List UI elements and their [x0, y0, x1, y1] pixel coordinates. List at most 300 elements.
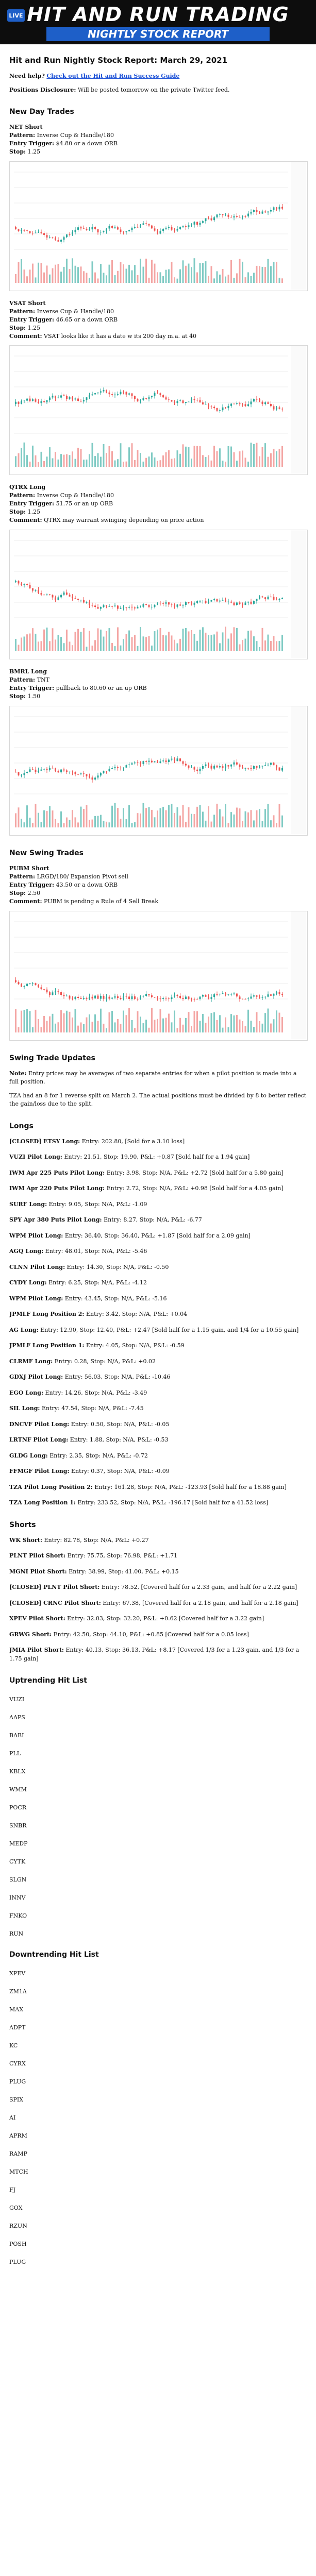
ticker-item: WMM [9, 1786, 27, 1793]
candle-body [143, 604, 144, 607]
volume-bar [171, 262, 173, 282]
volume-bar [89, 454, 90, 467]
volume-bar [21, 638, 22, 652]
volume-bar [145, 1020, 147, 1032]
ticker-item: XPEV [9, 1970, 26, 1977]
volume-bar [58, 635, 59, 652]
candle-body [194, 767, 195, 770]
live-logo: LIVE [7, 9, 25, 22]
position-entry [9, 1583, 307, 1592]
candle-body [60, 240, 62, 242]
position-entry [9, 1646, 307, 1663]
candle-body [126, 765, 127, 768]
volume-bar [43, 630, 45, 651]
candle-body [26, 772, 28, 773]
candle-body [188, 996, 190, 998]
ticker-item: AAPS [9, 1714, 25, 1721]
candle-body [55, 991, 56, 992]
candle-body [174, 758, 175, 761]
volume-bar [213, 446, 215, 467]
candle-body [202, 995, 204, 996]
volume-bar [202, 1014, 204, 1032]
volume-bar [165, 452, 167, 467]
candle-body [41, 987, 42, 989]
position-text: Entry: 14.26, Stop: N/A, P&L: -3.49 [45, 1389, 147, 1396]
volume-bar [276, 451, 277, 467]
volume-bar [225, 627, 226, 652]
volume-bar [191, 814, 192, 827]
volume-bar [77, 822, 79, 827]
volume-bar [123, 264, 124, 283]
candle-body [211, 997, 212, 998]
volume-bar [171, 459, 173, 467]
candle-body [225, 993, 226, 995]
volume-bar [185, 628, 187, 651]
candle-body [66, 396, 68, 399]
candle-body [264, 403, 266, 404]
volume-bar [177, 278, 178, 282]
volume-bar [46, 628, 48, 651]
candle-body [148, 760, 150, 761]
volume-bar [281, 816, 283, 827]
volume-bar [97, 1021, 99, 1032]
longs-list [9, 1138, 307, 1507]
volume-bar [114, 461, 116, 467]
position-text: Entry: 75.75, Stop: 76.98, P&L: +1.71 [67, 1552, 178, 1560]
volume-bar [49, 641, 51, 651]
volume-bar [182, 629, 184, 652]
volume-bar [128, 265, 130, 283]
trade-stop-value: 1.25 [27, 324, 41, 331]
candle-body [21, 584, 22, 585]
volume-bar [89, 1014, 90, 1032]
position-text: Entry: 0.37, Stop: N/A, P&L: -0.09 [71, 1468, 170, 1475]
position-entry [9, 1483, 307, 1492]
candle-body [251, 402, 252, 404]
volume-bar [117, 628, 119, 651]
volume-bar [114, 803, 116, 827]
candle-body [26, 584, 28, 585]
volume-bar [83, 271, 85, 283]
candle-body [111, 606, 113, 607]
volume-bar [109, 822, 110, 827]
candle-body [279, 207, 280, 209]
volume-bar [217, 1020, 218, 1032]
volume-bar [46, 265, 48, 283]
candle-body [63, 995, 65, 996]
help-line [9, 72, 307, 81]
candle-body [245, 404, 246, 406]
candle-body [182, 998, 184, 999]
trade-comment-label: Comment: [9, 517, 42, 524]
candle-body [24, 584, 25, 585]
trade-block [9, 668, 307, 836]
candle-body [128, 996, 130, 999]
trade-pattern-label: Pattern: [9, 308, 36, 315]
trade-pattern-label: Pattern: [9, 131, 36, 139]
candle-body [32, 769, 34, 770]
trade-trigger-label: Entry Trigger: [9, 500, 55, 507]
volume-bar [234, 452, 235, 467]
volume-bar [126, 1015, 127, 1032]
candle-body [38, 771, 39, 772]
volume-bar [106, 1028, 107, 1032]
candle-body [253, 601, 255, 604]
volume-bar [15, 813, 16, 827]
candle-body [268, 597, 269, 599]
trade-pattern [9, 308, 307, 316]
volume-bar [264, 1013, 266, 1032]
volume-bar [179, 816, 181, 827]
candle-body [228, 994, 229, 995]
position-text: Entry: 3.98, Stop: N/A, P&L: +2.72 [Sold half for a 5.80 gain] [106, 1169, 284, 1176]
volume-bar [242, 640, 243, 651]
volume-bar [230, 1014, 232, 1032]
candle-body [103, 231, 105, 232]
volume-bar [41, 263, 42, 283]
volume-bar [253, 273, 255, 283]
candle-body [262, 402, 263, 404]
volume-bar [202, 811, 204, 827]
success-guide-link[interactable]: Check out the Hit and Run Success Guide [46, 73, 180, 79]
position-label: JPMLF Long Position 2: [9, 1311, 85, 1318]
candle-body [131, 763, 133, 764]
candle-body [154, 605, 156, 607]
volume-bar [205, 821, 207, 827]
ticker-item: PLUG [9, 2078, 26, 2086]
longs-heading: Longs [9, 1122, 34, 1130]
candle-body [49, 398, 51, 400]
candle-body [83, 773, 85, 774]
candle-body [117, 394, 119, 395]
candle-body [222, 993, 224, 994]
candle-body [131, 394, 133, 396]
candle-body [268, 211, 269, 212]
volume-bar [92, 261, 93, 283]
volume-bar [264, 809, 266, 827]
price-chart [9, 530, 308, 659]
volume-bar [58, 264, 59, 283]
volume-bar [270, 641, 272, 651]
candle-body [75, 230, 76, 232]
candle-body [60, 396, 62, 398]
candle-body [117, 767, 119, 768]
volume-bar [55, 1023, 56, 1032]
volume-bar [120, 1024, 122, 1032]
position-entry [9, 1404, 307, 1413]
candle-body [281, 409, 283, 410]
volume-bar [83, 809, 85, 827]
candle-body [259, 212, 260, 214]
ticker-item: FNKO [9, 1912, 27, 1920]
candle-body [145, 223, 147, 224]
position-label: AG Long: [9, 1326, 39, 1333]
candle-body [199, 996, 201, 999]
volume-bar [117, 808, 119, 827]
candle-body [86, 602, 88, 603]
candle-body [97, 607, 99, 608]
volume-bar [120, 262, 122, 282]
ticker-item: CYTK [9, 1858, 26, 1866]
position-text: Entry: 6.25, Stop: N/A, P&L: -4.12 [48, 1279, 147, 1286]
swing-updates-heading: Swing Trade Updates [9, 1054, 95, 1062]
volume-bar [24, 269, 25, 283]
volume-bar [35, 1009, 37, 1032]
position-label: WPM Pilot Long: [9, 1232, 63, 1239]
volume-bar [228, 639, 229, 651]
position-text: Entry: 9.05, Stop: N/A, P&L: -1.09 [48, 1200, 147, 1208]
volume-bar [165, 1018, 167, 1032]
volume-bar [63, 1013, 65, 1032]
candle-body [86, 774, 88, 776]
position-entry [9, 1568, 307, 1577]
volume-bar [46, 811, 48, 827]
volume-bar [268, 804, 269, 827]
candle-body [196, 601, 198, 603]
candle-body [259, 399, 260, 402]
candle-body [219, 601, 221, 602]
volume-bar [228, 446, 229, 467]
volume-bar [89, 820, 90, 827]
volume-bar [273, 815, 275, 827]
candle-body [179, 996, 181, 998]
volume-bar [264, 640, 266, 651]
candle-body [230, 602, 232, 603]
volume-bar [66, 1010, 68, 1032]
volume-bar [145, 259, 147, 283]
volume-bar [199, 263, 201, 282]
ticker-item: MEDP [9, 1840, 28, 1848]
candle-body [89, 229, 90, 230]
candle-body [168, 998, 170, 999]
candle-body [208, 765, 209, 766]
volume-bar [245, 458, 246, 467]
candle-body [41, 593, 42, 595]
position-label: SPY Apr 380 Puts Pilot Long: [9, 1216, 102, 1224]
note-line [9, 1070, 307, 1087]
candle-body [171, 758, 173, 759]
position-label: LRTNF Pilot Long: [9, 1436, 69, 1444]
volume-bar [157, 630, 158, 651]
candle-body [123, 392, 124, 393]
volume-bar [196, 1011, 198, 1032]
volume-bar [239, 1019, 241, 1032]
candle-body [80, 998, 82, 999]
volume-bar [242, 262, 243, 283]
candle-body [213, 407, 215, 408]
trade-name: NET Short [9, 124, 43, 130]
volume-bar [194, 634, 195, 651]
position-entry [9, 1295, 307, 1303]
volume-bar [60, 811, 62, 827]
position-label: CYDY Long: [9, 1279, 47, 1286]
volume-bar [66, 817, 68, 827]
volume-bar [162, 455, 164, 467]
candle-body [279, 599, 280, 600]
candle-body [222, 214, 224, 215]
candle-body [35, 590, 37, 591]
trade-pattern-label: Pattern: [9, 492, 36, 499]
candle-body [160, 761, 161, 763]
candle-body [270, 404, 272, 406]
candle-body [264, 211, 266, 212]
candle-body [179, 604, 181, 605]
position-label: EGO Long: [9, 1389, 44, 1396]
candle-body [279, 408, 280, 409]
volume-bar [239, 645, 241, 651]
volume-bar [160, 461, 161, 467]
candle-body [55, 768, 56, 771]
position-text: Entry: 233.52, Stop: N/A, P&L: -196.17 [Sold half for a 41.52 loss] [77, 1499, 269, 1506]
ticker-item: RUN [9, 1930, 24, 1938]
candle-body [35, 232, 37, 233]
volume-bar [123, 808, 124, 827]
volume-bar [148, 636, 150, 651]
volume-bar [55, 819, 56, 827]
ticker-item: FJ [9, 2187, 16, 2194]
ticker-item: KC [9, 2042, 18, 2049]
volume-bar [66, 259, 68, 283]
candle-body [256, 399, 258, 400]
candle-body [188, 766, 190, 768]
candle-body [185, 602, 187, 605]
volume-bar [46, 1021, 48, 1032]
ticker-item: AI [9, 2114, 16, 2122]
position-text: Entry: 42.50, Stop: 44.10, P&L: +0.85 [Covered half for a 0.05 loss] [53, 1631, 249, 1638]
volume-bar [160, 1009, 161, 1032]
volume-bar [219, 1015, 221, 1032]
volume-bar [256, 641, 258, 651]
position-label: JPMLF Long Position 1: [9, 1342, 85, 1349]
volume-bar [191, 1026, 192, 1032]
volume-bar [58, 460, 59, 467]
volume-bar [100, 630, 102, 651]
candle-body [162, 603, 164, 604]
volume-bar [177, 807, 178, 827]
volume-bar [247, 1009, 249, 1032]
volume-bar [177, 1028, 178, 1032]
volume-bar [29, 1011, 31, 1032]
candle-body [202, 403, 204, 405]
candle-body [103, 605, 105, 607]
candle-body [262, 597, 263, 598]
volume-bar [259, 1021, 260, 1032]
report-body [0, 56, 316, 2265]
trade-trigger [9, 140, 307, 148]
candle-body [168, 227, 170, 228]
new-day-trades-heading: New Day Trades [9, 108, 74, 116]
candle-body [66, 995, 68, 996]
position-text: Entry: 0.28, Stop: N/A, P&L: +0.02 [54, 1358, 156, 1365]
ticker-item: RAMP [9, 2150, 27, 2158]
candle-body [66, 234, 68, 237]
trade-pattern-value: LRGD/180/ Expansion Pivot sell [37, 873, 128, 880]
volume-bar [171, 636, 173, 652]
volume-bar [270, 820, 272, 827]
candle-body [157, 393, 158, 394]
candle-body [75, 399, 76, 400]
volume-bar [77, 1025, 79, 1032]
volume-bar [253, 444, 255, 467]
candle-body [247, 404, 249, 406]
candle-body [219, 766, 221, 767]
volume-bar [123, 462, 124, 467]
candle-body [100, 392, 102, 393]
candle-body [55, 396, 56, 398]
candle-body [26, 399, 28, 401]
ticker-item: PLL [9, 1750, 21, 1757]
volume-bar [225, 462, 226, 467]
volume-bar [94, 1014, 96, 1032]
candle-body [131, 228, 133, 230]
candle-body [276, 408, 277, 410]
candle-body [49, 768, 51, 770]
tza-note: TZA had an 8 for 1 reverse split on March 2. The actual positions must be divided by 8 to better reflect the gain/loss due to the split. [9, 1092, 307, 1108]
volume-bar [111, 806, 113, 827]
ticker-item: SPIX [9, 2096, 24, 2104]
candle-body [114, 767, 116, 768]
volume-bar [279, 1012, 280, 1032]
volume-bar [191, 267, 192, 283]
trade-block [9, 483, 307, 659]
position-entry [9, 1200, 307, 1209]
volume-bar [86, 647, 88, 651]
volume-bar [72, 1017, 73, 1032]
candle-body [174, 605, 175, 607]
volume-bar [123, 1010, 124, 1032]
volume-bar [63, 643, 65, 651]
candle-body [281, 994, 283, 995]
candle-body [273, 993, 275, 995]
volume-bar [228, 823, 229, 827]
candle-body [268, 994, 269, 997]
volume-bar [188, 447, 190, 467]
ticker-item: SNBR [9, 1822, 27, 1829]
trade-trigger [9, 316, 307, 324]
volume-bar [196, 446, 198, 467]
trade-trigger-label: Entry Trigger: [9, 316, 55, 323]
volume-bar [174, 277, 175, 283]
volume-bar [60, 1010, 62, 1032]
candle-body [253, 399, 255, 402]
candle-body [262, 211, 263, 213]
volume-bar [251, 276, 252, 283]
volume-bar [43, 461, 45, 467]
position-entry [9, 1342, 307, 1350]
volume-bar [268, 259, 269, 282]
volume-bar [134, 635, 136, 651]
volume-bar [148, 278, 150, 283]
candle-body [83, 600, 85, 602]
candle-body [41, 232, 42, 233]
volume-bar [18, 645, 20, 652]
candle-body [239, 403, 241, 404]
position-text: Entry: 47.54, Stop: N/A, P&L: -7.45 [41, 1405, 144, 1412]
position-label: PLNT Pilot Short: [9, 1552, 66, 1560]
candle-body [276, 992, 277, 994]
trade-stop-label: Stop: [9, 148, 26, 155]
volume-bar [43, 1016, 45, 1032]
volume-bar [143, 1023, 144, 1032]
ticker-item: POSH [9, 2241, 27, 2248]
candle-body [199, 769, 201, 771]
trade-stop-label: Stop: [9, 324, 26, 331]
volume-bar [168, 269, 170, 282]
ticker-item: APRM [9, 2132, 27, 2140]
price-axis [291, 706, 306, 834]
candle-body [77, 227, 79, 230]
candle-body [106, 996, 107, 998]
